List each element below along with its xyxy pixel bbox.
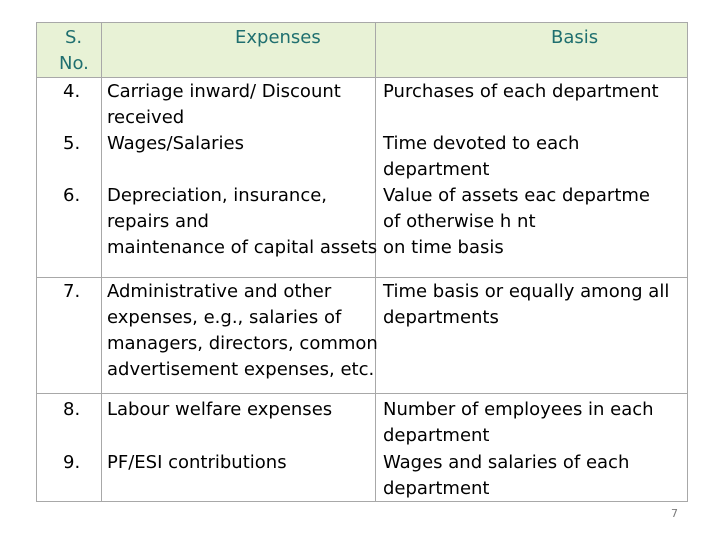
row-expense-line: managers, directors, common	[107, 333, 378, 354]
row-expense-line: Carriage inward/ Discount	[107, 81, 341, 102]
row-basis-line: of otherwise h nt	[383, 211, 536, 232]
row-basis-line: department	[383, 159, 490, 180]
row-expense-line: Wages/Salaries	[107, 133, 244, 154]
row-sno: 9.	[63, 452, 81, 473]
row-sno: 7.	[63, 281, 81, 302]
row-basis-line: department	[383, 425, 490, 446]
row-basis-line: Value of assets eac departme	[383, 185, 650, 206]
row-expense-line: expenses, e.g., salaries of	[107, 307, 342, 328]
row-expense-line: advertisement expenses, etc.	[107, 359, 375, 380]
row-divider	[37, 77, 687, 78]
row-basis-line: on time basis	[383, 237, 504, 258]
header-sno-line2: No.	[59, 53, 89, 74]
row-sno: 4.	[63, 81, 81, 102]
row-basis-line: department	[383, 478, 490, 499]
row-sno: 5.	[63, 133, 81, 154]
row-divider	[37, 393, 687, 394]
row-basis-line: Time devoted to each	[383, 133, 580, 154]
header-basis: Basis	[551, 27, 599, 48]
row-basis-line: Purchases of each department	[383, 81, 659, 102]
row-expense-line: Depreciation, insurance,	[107, 185, 328, 206]
row-basis-line: Number of employees in each	[383, 399, 654, 420]
row-expense-line: PF/ESI contributions	[107, 452, 287, 473]
row-sno: 8.	[63, 399, 81, 420]
page-number: 7	[671, 507, 678, 520]
row-expense-line: received	[107, 107, 185, 128]
row-basis-line: Time basis or equally among all	[383, 281, 670, 302]
row-divider	[37, 277, 687, 278]
row-sno: 6.	[63, 185, 81, 206]
column-divider	[375, 23, 376, 501]
row-expense-line: Labour welfare expenses	[107, 399, 333, 420]
header-expenses: Expenses	[235, 27, 321, 48]
column-divider	[101, 23, 102, 501]
header-sno-line1: S.	[65, 27, 83, 48]
row-basis-line: Wages and salaries of each	[383, 452, 630, 473]
expenses-table	[36, 22, 688, 502]
row-basis-line: departments	[383, 307, 499, 328]
row-expense-line: repairs and	[107, 211, 209, 232]
row-expense-line: maintenance of capital assets	[107, 237, 378, 258]
row-expense-line: Administrative and other	[107, 281, 332, 302]
